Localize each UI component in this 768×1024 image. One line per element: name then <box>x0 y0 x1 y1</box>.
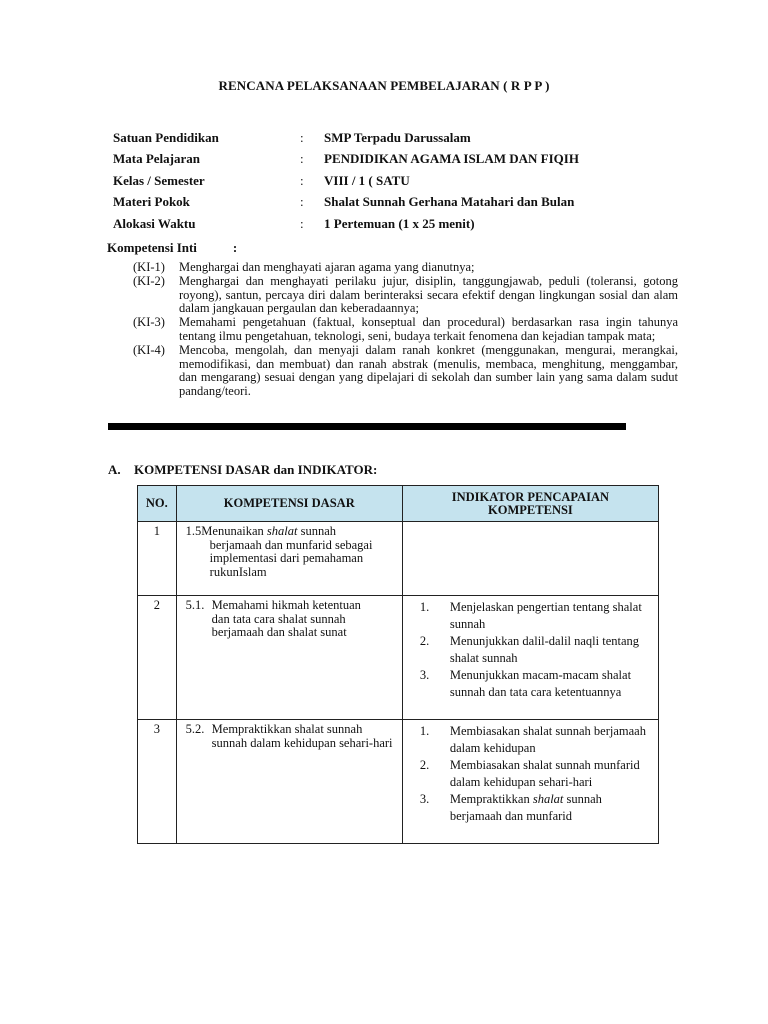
indikator-text-italic: shalat <box>532 792 564 806</box>
kd-text <box>178 597 401 640</box>
cell-kompetensi-dasar <box>176 522 402 596</box>
header-indikator-line2: KOMPETENSI <box>488 502 573 517</box>
ki-item <box>133 275 678 316</box>
info-label: Mata Pelajaran <box>113 151 201 167</box>
info-colon: : <box>300 215 304 231</box>
indikator-text-post: sunnah berjamaah dan munfarid <box>449 792 602 823</box>
indikator-item <box>420 723 653 757</box>
indikator-list <box>404 721 657 827</box>
cell-no: 3 <box>138 720 177 844</box>
indikator-text <box>450 791 653 825</box>
info-colon: : <box>300 194 304 210</box>
kd-text-rest: sunnah dalam kehidupan sehari-hari <box>211 735 393 750</box>
ki-item <box>133 344 678 399</box>
info-value: PENDIDIKAN AGAMA ISLAM DAN FIQIH <box>324 151 579 167</box>
ki-item <box>133 316 678 344</box>
ki-text: Menghargai dan menghayati ajaran agama yang dianutnya; <box>179 260 475 274</box>
info-colon: : <box>300 151 304 167</box>
kompetensi-dasar-table <box>137 485 659 844</box>
kompetensi-inti-list <box>133 261 678 399</box>
header-indikator <box>402 486 658 522</box>
cell-kompetensi-dasar <box>176 720 402 844</box>
indikator-text: Membiasakan shalat sunnah berjamaah dalam kehidupan <box>449 724 646 755</box>
header-kompetensi-dasar: KOMPETENSI DASAR <box>176 486 402 522</box>
indikator-text: Menjelaskan pengertian tentang shalat sunnah <box>449 600 642 631</box>
indikator-text: Menunjukkan macam-macam shalat sunnah dan tata cara ketentuannya <box>449 668 632 699</box>
ki-text: Memahami pengetahuan (faktual, konseptual dan procedural) berdasarkan rasa ingin tahunya tentang ilmu pengetahuan, teknologi, seni, budaya terkait fenomena dan kejadian tampak mata; <box>179 315 678 343</box>
indikator-number: 3. <box>419 668 430 682</box>
kompetensi-inti-heading <box>107 240 237 256</box>
indikator-number: 1. <box>419 724 430 738</box>
indikator-item <box>420 791 653 825</box>
kd-number: 1.5 <box>185 524 202 538</box>
identity-block <box>113 127 673 235</box>
indikator-item <box>420 599 653 633</box>
table-row <box>138 720 659 844</box>
kd-text-rest: berjamaah dan munfarid sebagai implementasi dari pemahaman rukunIslam <box>209 537 373 579</box>
table-header-row <box>138 486 659 522</box>
ki-text: Menghargai dan menghayati perilaku jujur, disiplin, tanggungjawab, peduli (toleransi, gotong royong), santun, percaya diri dalam berinteraksi secara efektif dengan lingkungan sosial dan alam dalam jangkauan pergaulan dan keberadaannya; <box>179 273 678 316</box>
document-title: RENCANA PELAKSANAAN PEMBELAJARAN ( R P P ) <box>218 78 550 93</box>
indikator-item <box>420 633 653 667</box>
cell-kompetensi-dasar <box>176 596 402 720</box>
info-label: Kelas / Semester <box>113 172 205 188</box>
kd-text-pre: Menunaikan <box>201 524 267 538</box>
info-value: SMP Terpadu Darussalam <box>324 129 471 145</box>
indikator-number: 3. <box>419 792 430 806</box>
table-row <box>138 522 659 596</box>
info-value: Shalat Sunnah Gerhana Matahari dan Bulan <box>324 194 575 210</box>
ki-code: (KI-3) <box>133 315 165 330</box>
cell-indikator <box>402 596 658 720</box>
cell-indikator <box>402 522 658 596</box>
section-a-heading <box>108 462 377 478</box>
info-row-alokasi <box>113 213 673 235</box>
indikator-list <box>404 597 657 703</box>
ki-code: (KI-4) <box>133 342 165 357</box>
cell-indikator <box>402 720 658 844</box>
kd-text-rest: dan tata cara shalat sunnah berjamaah dan shalat sunat <box>211 611 347 639</box>
indikator-item <box>420 757 653 791</box>
info-label: Satuan Pendidikan <box>113 129 219 145</box>
table-row <box>138 596 659 720</box>
indikator-number: 2. <box>419 634 430 648</box>
ki-item <box>133 261 678 275</box>
cell-no: 2 <box>138 596 177 720</box>
info-row-materi <box>113 192 673 214</box>
cell-no: 1 <box>138 522 177 596</box>
info-colon: : <box>300 172 304 188</box>
kd-text-post: sunnah <box>297 524 337 538</box>
kd-text-italic: shalat <box>266 524 298 538</box>
ki-heading-colon: : <box>232 240 238 255</box>
info-label: Alokasi Waktu <box>113 215 196 231</box>
ki-text: Mencoba, mengolah, dan menyaji dalam ranah konkret (menggunakan, mengurai, merangkai, memodifikasi, dan membuat) dan ranah abstrak (menulis, membaca, menghitung, menggambar, dan mengarang) sesuai dengan yang dipelajari di sekolah dan sumber lain yang sama dalam sudut pandang/teori. <box>179 342 678 399</box>
kd-number: 5.2. <box>185 722 205 736</box>
info-colon: : <box>300 129 304 145</box>
header-indikator-line1: INDIKATOR PENCAPAIAN <box>451 489 610 504</box>
header-no: NO. <box>138 486 177 522</box>
info-row-kelas <box>113 170 673 192</box>
indikator-number: 1. <box>419 600 430 614</box>
horizontal-divider <box>108 423 626 430</box>
ki-code: (KI-1) <box>133 260 165 274</box>
ki-heading-label: Kompetensi Inti <box>107 240 197 255</box>
section-title: KOMPETENSI DASAR dan INDIKATOR: <box>134 462 378 477</box>
kd-text-first: Mempraktikkan shalat sunnah <box>211 722 363 736</box>
indikator-number: 2. <box>419 758 430 772</box>
kd-number: 5.1. <box>185 598 205 612</box>
info-value: VIII / 1 ( SATU <box>324 172 410 188</box>
info-label: Materi Pokok <box>113 194 190 210</box>
kd-text <box>178 523 401 579</box>
kd-text-first: Memahami hikmah ketentuan <box>211 598 361 612</box>
indikator-item <box>420 667 653 701</box>
indikator-text: Membiasakan shalat sunnah munfarid dalam kehidupan sehari-hari <box>449 758 640 789</box>
info-row-satuan <box>113 127 673 149</box>
section-letter: A. <box>108 462 121 477</box>
info-row-mapel <box>113 149 673 171</box>
indikator-text: Menunjukkan dalil-dalil naqli tentang shalat sunnah <box>449 634 640 665</box>
info-value: 1 Pertemuan (1 x 25 menit) <box>324 215 475 231</box>
indikator-text-pre: Mempraktikkan <box>449 792 533 806</box>
ki-code: (KI-2) <box>133 273 165 288</box>
kd-text <box>178 721 401 750</box>
